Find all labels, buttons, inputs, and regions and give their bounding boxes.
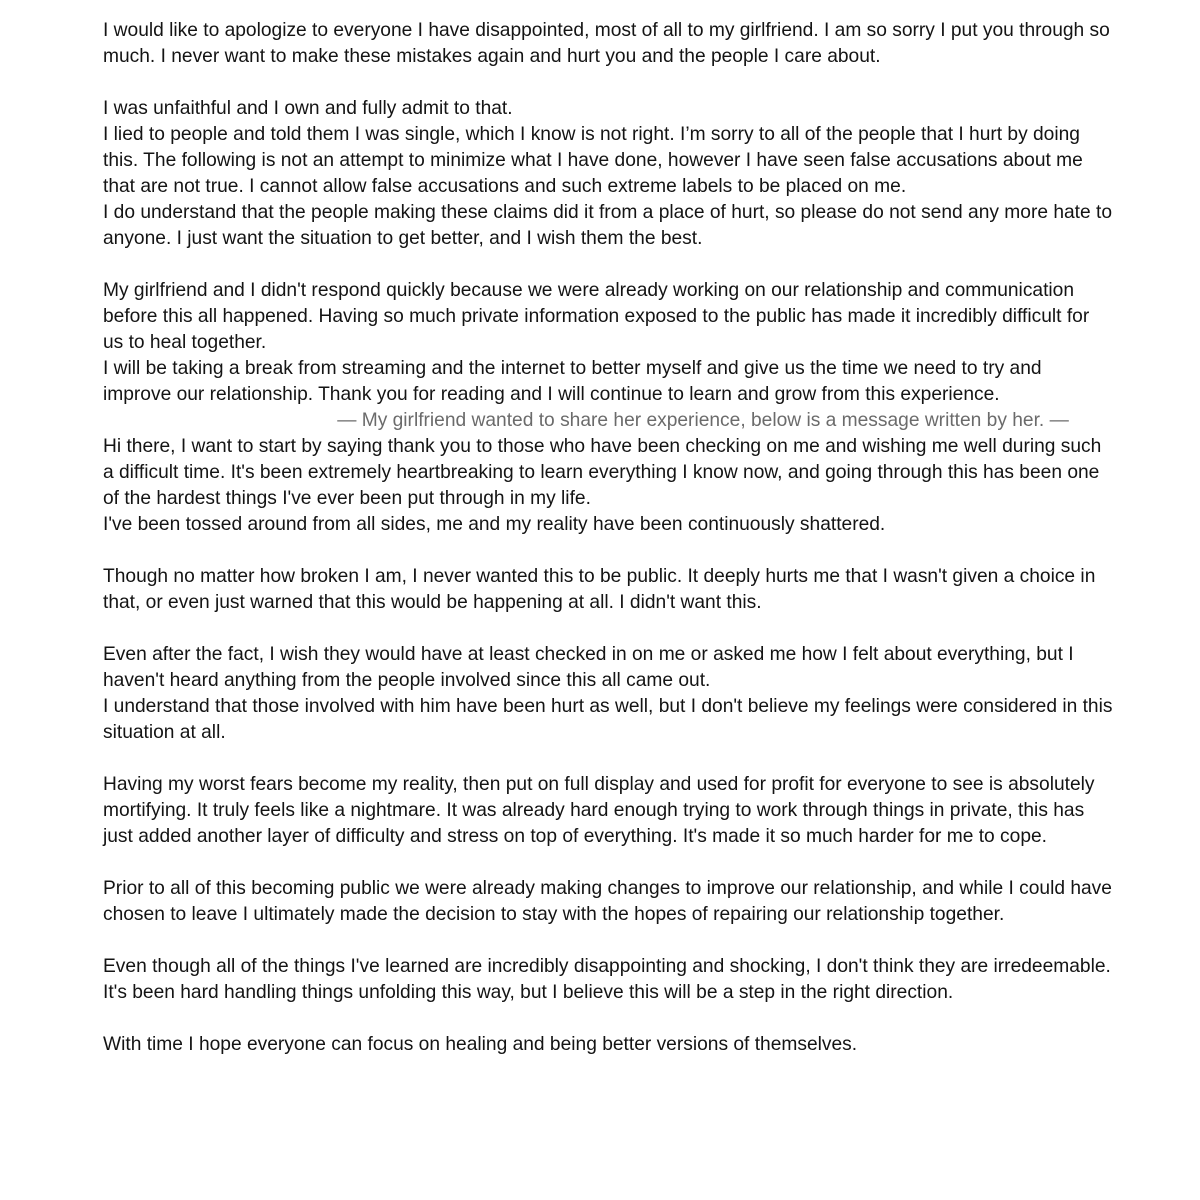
statement-line: I lied to people and told them I was single, which I know is not right. I’m sorry to all of the people that I hurt by doing this. The following is not an attempt to minimize what I have done, however I have seen false accusations about me that are not true. I cannot allow false accusations and such extreme labels to be placed on me. xyxy=(103,124,1083,197)
paragraph-gap xyxy=(103,252,1113,278)
paragraph-gap xyxy=(103,538,1113,564)
paragraph-gap xyxy=(103,70,1113,96)
message-line: Though no matter how broken I am, I never wanted this to be public. It deeply hurts me that I wasn't given a choice in that, or even just warned that this would be happening at all. I didn't want this. xyxy=(103,566,1096,613)
message-paragraph xyxy=(103,772,1113,850)
statement-section xyxy=(103,18,1113,408)
message-paragraph xyxy=(103,434,1113,538)
message-paragraph xyxy=(103,642,1113,746)
message-line: I've been tossed around from all sides, me and my reality have been continuously shattered. xyxy=(103,514,886,535)
statement-line: I do understand that the people making these claims did it from a place of hurt, so please do not send any more hate to anyone. I just want the situation to get better, and I wish them the best. xyxy=(103,202,1113,249)
paragraph-gap xyxy=(103,850,1113,876)
message-section xyxy=(103,434,1113,1058)
statement-line: I will be taking a break from streaming and the internet to better myself and give us the time we need to try and improve our relationship. Thank you for reading and I will continue to learn and grow from this experience. xyxy=(103,358,1042,405)
message-line: Prior to all of this becoming public we were already making changes to improve our relationship, and while I could have chosen to leave I ultimately made the decision to stay with the hopes of repairing our relationship together. xyxy=(103,878,1112,925)
message-paragraph xyxy=(103,876,1113,928)
message-line: Even though all of the things I've learned are incredibly disappointing and shocking, I don't think they are irredeemable. It's been hard handling things unfolding this way, but I believe this will be a step in the right direction. xyxy=(103,956,1111,1003)
statement-line: I was unfaithful and I own and fully admit to that. xyxy=(103,98,513,119)
paragraph-gap xyxy=(103,928,1113,954)
message-paragraph xyxy=(103,564,1113,616)
message-line: With time I hope everyone can focus on healing and being better versions of themselves. xyxy=(103,1034,858,1055)
message-line: Hi there, I want to start by saying thank you to those who have been checking on me and wishing me well during such a difficult time. It's been extremely heartbreaking to learn everything I know now, and going through this has been one of the hardest things I've ever been put through in my life. xyxy=(103,436,1102,509)
message-paragraph xyxy=(103,1032,1113,1058)
statement-paragraph xyxy=(103,18,1113,70)
message-paragraph xyxy=(103,954,1113,1006)
statement-paragraph xyxy=(103,96,1113,252)
message-line: Even after the fact, I wish they would have at least checked in on me or asked me how I felt about everything, but I haven't heard anything from the people involved since this all came out. xyxy=(103,644,1074,691)
statement-line: My girlfriend and I didn't respond quickly because we were already working on our relationship and communication before this all happened. Having so much private information exposed to the public has made it incredibly difficult for us to heal together. xyxy=(103,280,1090,353)
statement-line: I would like to apologize to everyone I have disappointed, most of all to my girlfriend. I am so sorry I put you through so much. I never want to make these mistakes again and hurt you and the people I care about. xyxy=(103,20,1110,67)
paragraph-gap xyxy=(103,616,1113,642)
section-divider: — My girlfriend wanted to share her experience, below is a message written by her. — xyxy=(337,410,1069,431)
statement-paragraph xyxy=(103,278,1113,408)
message-line: I understand that those involved with him have been hurt as well, but I don't believe my feelings were considered in this situation at all. xyxy=(103,696,1113,743)
paragraph-gap xyxy=(103,1006,1113,1032)
document-body xyxy=(103,18,1113,1058)
message-line: Having my worst fears become my reality, then put on full display and used for profit for everyone to see is absolutely mortifying. It truly feels like a nightmare. It was already hard enough trying to work through things in private, this has just added another layer of difficulty and stress on top of everything. It's made it so much harder for me to cope. xyxy=(103,774,1095,847)
paragraph-gap xyxy=(103,746,1113,772)
